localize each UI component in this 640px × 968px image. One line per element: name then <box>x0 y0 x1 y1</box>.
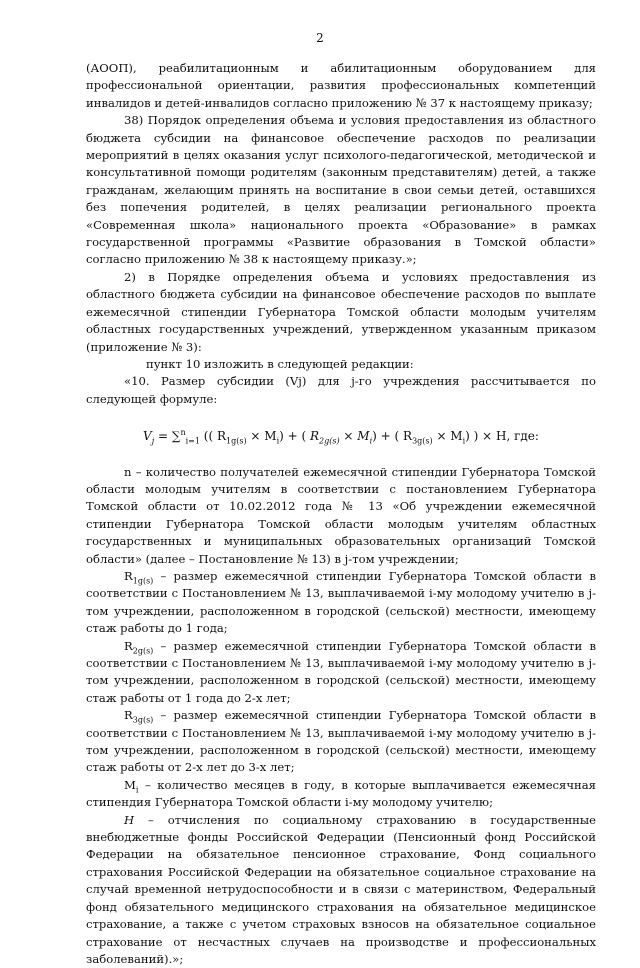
definition-r2: $R_{2g(s)}$ – размер ежемесячной стипендии Губернатора Томской области в соответствии с Постановлением № 13, выплачиваемой i-му молодому учителю в j-том учреждении, расположенном в городской (сельской) местности, имеющему стаж работы от 1 года до 2-х лет; <box>86 638 596 705</box>
definition-r1: $R_{1g(s)}$ – размер ежемесячной стипендии Губернатора Томской области в соответствии с Постановлением № 13, выплачиваемой i-му молодому учителю в j-том учреждении, расположенном в городской (сельской) местности, имеющему стаж работы до 1 года; <box>86 568 596 636</box>
definition-h: H – отчисления по социальному страхованию в государственные внебюджетные фонды Российской Федерации (Пенсионный фонд Российской Федерации на обязательное пенсионное страхование, Фонд социального страхования Российской Федерации на обязательное социальное страхование на случай временной нетрудоспособности и в связи с материнством, Федеральный фонд обязательного медицинского страхования на обязательное медицинское страхование, а также с учетом страховых взносов на обязательное социальное страхование от несчастных случаев на производстве и профессиональных заболеваний).»; <box>86 812 596 966</box>
definition-n: n – количество получателей ежемесячной стипендии Губернатора Томской области молодым учителям в соответствии с постановлением Губернатора Томской области от 10.02.2012 года № 13 «Об учреждении ежемесячной стипендии Губернатора Томской области молодым учителям областных государственных и муниципальных образовательных организаций Томской области» (далее – Постановление № 13) в j-том учреждении; <box>86 464 596 566</box>
definition-r3: $R_{3g(s)}$ – размер ежемесячной стипендии Губернатора Томской области в соответствии с Постановлением № 13, выплачиваемой i-му молодому учителю в j-том учреждении, расположенном в городской (сельской) местности, имеющему стаж работы от 2-х лет до 3-х лет; <box>86 708 596 775</box>
document-body <box>86 60 596 968</box>
paragraph-aoop: (АООП), реабилитационным и абилитационным оборудованием для профессиональной ориентации, развития профессиональных компетенций инвалидов и детей-инвалидов согласно приложению № 37 к настоящему приказу; <box>86 61 596 110</box>
paragraph-point-10: пункт 10 изложить в следующей редакции: <box>146 356 414 371</box>
paragraph-item-38: 38) Порядок определения объема и условия предоставления из областного бюджета субсидии на финансовое обеспечение расходов по реализации мероприятий в целях оказания услуг психолого-педагогической, методической и консультативной помощи родителям (законным представителям) детей, а также гражданам, желающим принять на воспитание в свои семьи детей, оставшихся без попечения родителей, в целях реализации регионального проекта «Современная школа» национального проекта «Образование» в рамках государственной программы «Развитие образования в Томской области» согласно приложению № 38 к настоящему приказу.»; <box>86 113 596 267</box>
paragraph-subsidy-size: «10. Размер субсидии (Vj) для j-го учреждения рассчитывается по следующей формуле: <box>86 374 596 406</box>
page-number: 2 <box>316 31 324 45</box>
paragraph-item-2: 2) в Порядке определения объема и условиях предоставления из областного бюджета субсидии на финансовое обеспечение расходов по выплате ежемесячной стипендии Губернатора Томской области молодым учителям областных государственных учреждений, утвержденном указанным приказом (приложение № 3): <box>86 269 596 354</box>
definition-m: $M_i$ – количество месяцев в году, в которые выплачивается ежемесячная стипендия Губернатора Томской области i-му молодому учителю; <box>86 777 596 810</box>
subsidy-formula: $V_j = \sum^n_{i=1}$ (( $R_{1g(s)} \times M_i$) + ( $R_{2g(s)} \times M_i$) + ( $R_{3g(s)} \times M_i$) ) × H, где: <box>143 428 539 446</box>
